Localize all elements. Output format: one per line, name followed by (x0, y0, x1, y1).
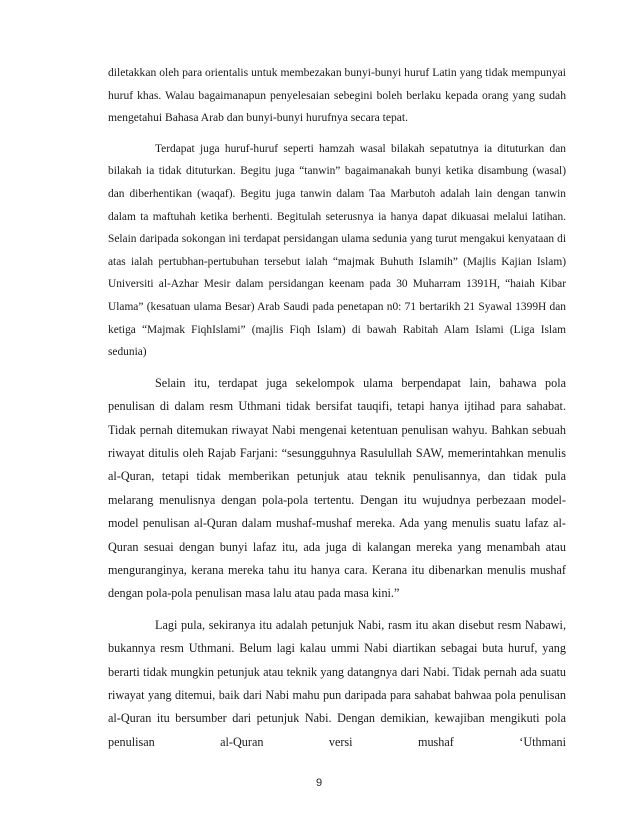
paragraph-3: Selain itu, terdapat juga sekelompok ulama berpendapat lain, bahawa pola penulisan di dalam resm Uthmani tidak bersifat tauqifi, tetapi hanya ijtihad para sahabat. Tidak pernah ditemukan riwayat Nabi mengenai ketentuan penulisan wahyu. Bahkan sebuah riwayat ditulis oleh Rajab Farjani: “sesungguhnya Rasulullah SAW, memerintahkan menulis al-Quran, tetapi tidak memberikan petunjuk atau teknik penulisannya, dan tidak pula melarang menulisnya dengan pola-pola tertentu. Dengan itu wujudnya perbezaan model-model penulisan al-Quran dalam mushaf-mushaf mereka. Ada yang menulis suatu lafaz al-Quran sesuai dengan bunyi lafaz itu, ada juga di kalangan mereka yang menambah atau menguranginya, kerana mereka tahu itu hanya cara. Kerana itu dibenarkan menulis mushaf dengan pola-pola penulisan masa lalu atau pada masa kini.” (108, 375, 566, 601)
paragraph-2: Terdapat juga huruf-huruf seperti hamzah wasal bilakah sepatutnya ia dituturkan dan bilakah ia tidak dituturkan. Begitu juga “tanwin” bagaimanakah bunyi ketika disambung (wasal) dan diberhentikan (waqaf). Begitu juga tanwin dalam Taa Marbutoh adalah lain dengan tanwin dalam ta maftuhah ketika berhenti. Begitulah seterusnya ia hanya dapat dikuasai melalui latihan. Selain daripada sokongan ini terdapat persidangan ulama sedunia yang turut mengakui kenyataan di atas ialah pertubhan-pertubuhan tersebut ialah “majmak Buhuth Islamih” (Majlis Kajian Islam) Universiti al-Azhar Mesir dalam persidangan keenam pada 30 Muharram 1391H, “haiah Kibar Ulama” (kesatuan ulama Besar) Arab Saudi pada penetapan n0: 71 bertarikh 21 Syawal 1399H dan ketiga “Majmak FiqhIslami” (majlis Fiqh Islam) di bawah Rabitah Alam Islami (Liga Islam sedunia) (108, 142, 566, 359)
body-text (108, 62, 566, 754)
paragraph-4: Lagi pula, sekiranya itu adalah petunjuk Nabi, rasm itu akan disebut resm Nabawi, bukannya resm Uthmani. Belum lagi kalau ummi Nabi diartikan sebagai buta huruf, yang berarti tidak mungkin petunjuk atau teknik yang datangnya dari Nabi. Tidak pernah ada suatu riwayat yang ditemui, baik dari Nabi mahu pun daripada para sahabat bahwaa pola penulisan al-Quran itu bersumber dari petunjuk Nabi. Dengan demikian, kewajiban mengikuti pola penulisan al-Quran versi mushaf ‘Uthmani (108, 617, 566, 749)
page-number: 9 (315, 777, 323, 789)
paragraph-1: diletakkan oleh para orientalis untuk membezakan bunyi-bunyi huruf Latin yang tidak mempunyai huruf khas. Walau bagaimanapun penyelesaian sebegini boleh berlaku kepada orang yang sudah mengetahui Bahasa Arab dan bunyi-bunyi hurufnya secara tepat. (108, 66, 566, 125)
